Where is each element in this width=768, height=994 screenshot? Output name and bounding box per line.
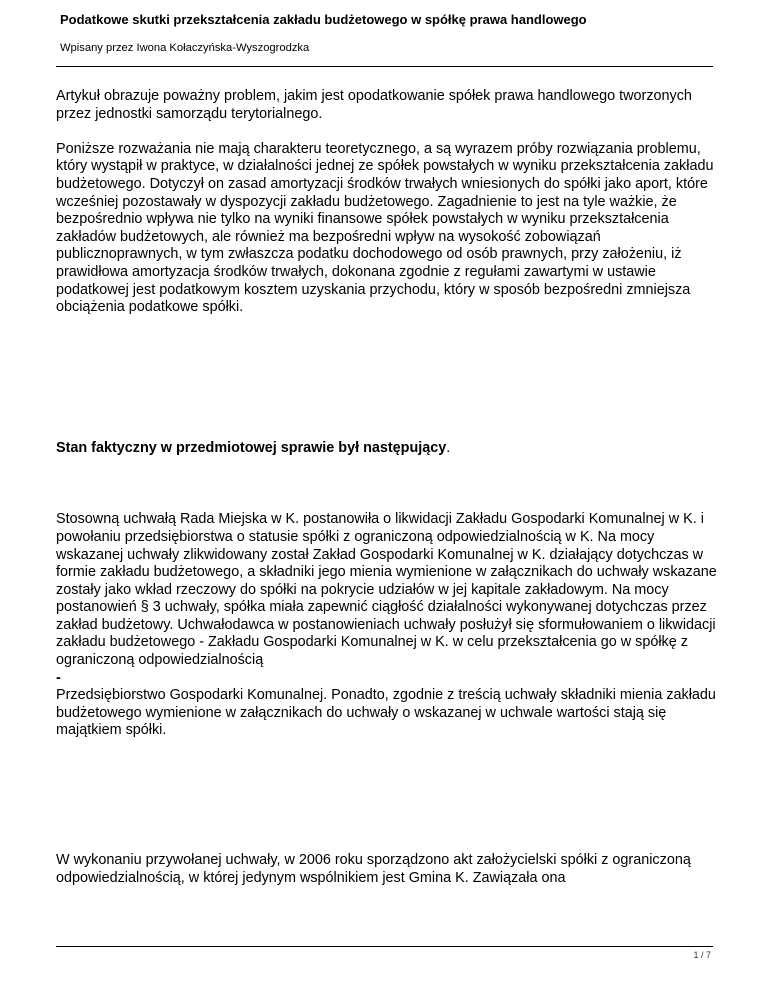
spacer (56, 740, 718, 852)
section-heading-line (56, 440, 718, 458)
paragraph-4: W wykonaniu przywołanej uchwały, w 2006 roku sporządzono akt założycielski spółki z ograniczoną odpowiedzialnością, w której jedynym wspólnikiem jest Gmina K. Zawiązała ona (56, 852, 691, 886)
spacer (56, 317, 718, 440)
dash-separator: - (56, 669, 61, 686)
author-line: Wpisany przez Iwona Kołaczyńska-Wyszogrodzka (60, 42, 310, 54)
section-heading: Stan faktyczny w przedmiotowej sprawie był następujący (56, 439, 447, 456)
paragraph-3: Przedsiębiorstwo Gospodarki Komunalnej. Ponadto, zgodnie z treścią uchwały składniki mienia zakładu budżetowego wymienione w załącznikach do uchwały o wskazanej w uchwale wartości stają się majątkiem spółki. (56, 687, 716, 739)
intro-paragraph: Artykuł obrazuje poważny problem, jakim jest opodatkowanie spółek prawa handlowego tworzonych przez jednostki samorządu terytorialnego. (56, 88, 692, 122)
document-title: Podatkowe skutki przekształcenia zakładu budżetowego w spółkę prawa handlowego (60, 12, 587, 27)
page-number: 1 / 7 (693, 950, 711, 960)
paragraph-1: Poniższe rozważania nie mają charakteru teoretycznego, a są wyrazem próby rozwiązania problemu, który wystąpił w praktyce, w działalności jednej ze spółek powstałych w wyniku przekształcenia zakładu budżetowego. Dotyczył on zasad amortyzacji środków trwałych wniesionych do spółki jako aport, które wcześniej pozostawały w dyspozycji zakładu budżetowego. Zagadnienie to jest na tyle ważkie, że bezpośrednio wpływa nie tylko na wyniki finansowe spółek powstałych w wyniku przekształcenia zakładów budżetowych, ale również ma bezpośredni wpływ na wysokość zobowiązań publicznoprawnych, w tym zwłaszcza podatku dochodowego od osób prawnych, przy założeniu, iż prawidłowa amortyzacja środków trwałych, dokonana zgodnie z regułami zawartymi w ustawie podatkowej jest podatkowym kosztem uzyskania przychodu, który w sposób bezpośredni zmniejsza obciążenia podatkowe spółki. (56, 140, 714, 316)
spacer (56, 457, 718, 511)
page-header (56, 0, 713, 67)
article-body (56, 88, 718, 887)
paragraph-2: Stosowną uchwałą Rada Miejska w K. postanowiła o likwidacji Zakładu Gospodarki Komunalnej w K. i powołaniu przedsiębiorstwa o statusie spółki z ograniczoną odpowiedzialnością w K. Na mocy wskazanej uchwały zlikwidowany został Zakład Gospodarki Komunalnej w K. działający dotychczas w formie zakładu budżetowego, a składniki jego mienia wymienione w załącznikach do uchwały wskazane zostały jako wkład rzeczowy do spółki na pokrycie udziałów w jej kapitale zakładowym. Na mocy postanowień § 3 uchwały, spółka miała zapewnić ciągłość działalności wykonywanej dotychczas przez zakład budżetowy. Uchwałodawca w postanowieniach uchwały posłużył się sformułowaniem o likwidacji zakładu budżetowego - Zakładu Gospodarki Komunalnej w K. w celu przekształcenia go w spółkę z ograniczoną odpowiedzialnością (56, 511, 717, 669)
page-footer (56, 946, 713, 960)
section-heading-period: . (446, 439, 451, 456)
